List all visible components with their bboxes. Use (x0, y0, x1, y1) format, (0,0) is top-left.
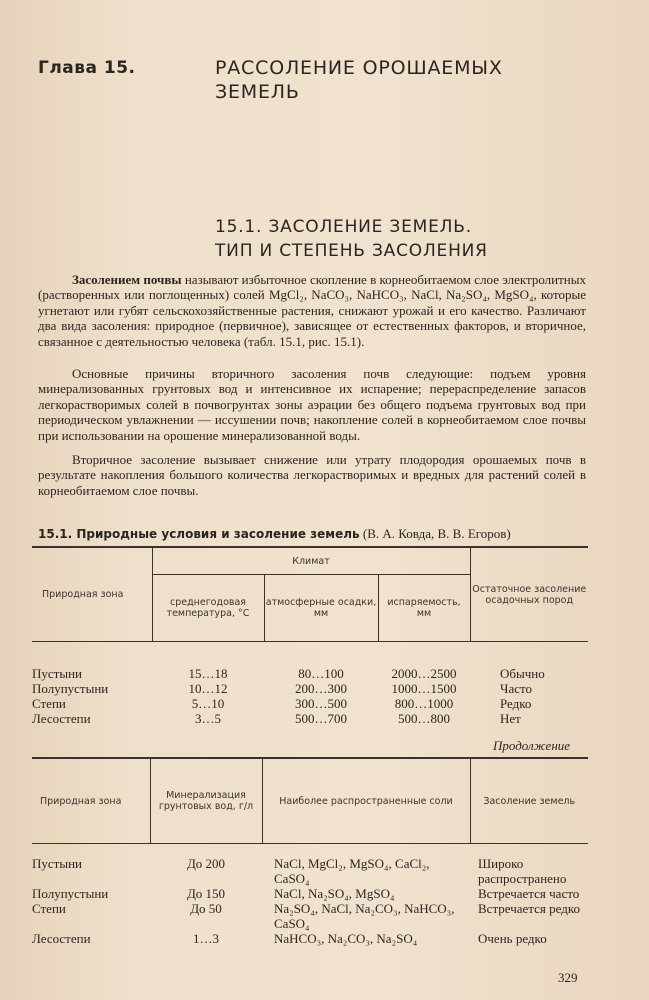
cell-salinization: Широко распространено (478, 856, 567, 886)
paragraph-3: Вторичное засоление вызывает снижение или утрату плодородия орошаемых почв в результате накопления большого количества легкорастворимых и вредных для растений солей в корнеобитаемом слое почвы. (38, 452, 586, 498)
table-part-1 (32, 546, 588, 726)
header-precipitation: атмосферные осадки, мм (264, 575, 378, 642)
cell-salts: NaCl, MgCl₂, MgSO₄, CaCl₂, CaSO₄ (274, 856, 430, 886)
cell-zone: Пустыни (32, 666, 82, 681)
section-title-line1: 15.1. ЗАСОЛЕНИЕ ЗЕМЕЛЬ. (215, 217, 472, 237)
cell-mineralization: До 50 (190, 901, 222, 916)
table-row (32, 901, 588, 931)
cell-evaporation: 2000…2500 (391, 666, 457, 681)
header-salts: Наиболее распространенные соли (262, 758, 470, 844)
paragraph-2: Основные причины вторичного засоления почв следующие: подъем уровня минерализованных грунтовых вод и интенсивное их испарение; перераспределение запасов легкорастворимых солей в почвогрунтах зоны аэрации без общего подъема грунтовых вод при периодическом увлажнении — иссушении почв; накопление солей в корнеобитаемом слое почвы при использовании на орошение минерализованной воды. (38, 366, 586, 443)
cell-evaporation: 500…800 (398, 711, 450, 726)
table-row (32, 886, 588, 901)
cell-precipitation: 300…500 (295, 696, 347, 711)
cell-mineralization: До 150 (186, 886, 226, 901)
cell-precipitation: 80…100 (298, 666, 344, 681)
table-title (38, 526, 511, 542)
table-row (32, 711, 588, 726)
cell-temperature: 10…12 (188, 681, 228, 696)
paragraph-1-term: Засолением почвы (72, 272, 182, 287)
cell-salinization: Встречается часто (478, 886, 580, 901)
cell-zone: Пустыни (32, 856, 82, 871)
cell-salinization: Очень редко (478, 931, 547, 946)
table-title-number: 15.1. Природные условия и засоление земель (38, 527, 360, 541)
paragraph-1-text: называют избыточное скопление в корнеобитаемом слое электролитных (растворенных или поглощенных) солей MgCl₂, NaCO₃, NaHCO₃, NaCl, Na₂SO₄, MgSO₄, которые угнетают или губят сельскохозяйственные растения, снижают урожай и его качество. Различают два вида засоления: природное (первичное), зависящее от естественных факторов, и вторичное, связанное с деятельностью человека (табл. 15.1, рис. 15.1). (38, 272, 586, 349)
table-part-2 (32, 757, 588, 946)
page-number: 329 (558, 970, 578, 985)
cell-residual: Нет (500, 711, 521, 726)
cell-salts: NaHCO₃, Na₂CO₃, Na₂SO₄ (274, 931, 418, 946)
cell-zone: Полупустыни (32, 681, 109, 696)
cell-mineralization: До 200 (186, 856, 226, 871)
paragraph-1 (38, 272, 586, 349)
continuation-label: Продолжение (493, 738, 571, 753)
cell-zone: Степи (32, 696, 66, 711)
chapter-label: Глава 15. (38, 58, 136, 78)
cell-temperature: 5…10 (191, 696, 225, 711)
cell-residual: Обычно (500, 666, 545, 681)
header-salinization: Засоление земель (470, 758, 588, 844)
table-title-authors: (В. А. Ковда, В. В. Егоров) (359, 526, 511, 541)
cell-residual: Редко (500, 696, 532, 711)
cell-zone: Лесостепи (32, 711, 91, 726)
cell-mineralization: 1…3 (193, 931, 219, 946)
header-mineralization: Минерализация грунтовых вод, г/л (150, 758, 262, 844)
header-climate: Климат (152, 547, 470, 575)
cell-evaporation: 1000…1500 (391, 681, 457, 696)
header-evaporation: испаряемость, мм (378, 575, 470, 642)
table-row (32, 681, 588, 696)
section-title (215, 215, 535, 263)
table-row (32, 666, 588, 681)
cell-temperature: 15…18 (188, 666, 228, 681)
cell-precipitation: 500…700 (295, 711, 347, 726)
cell-precipitation: 200…300 (295, 681, 347, 696)
header-residual: Остаточное засоление осадочных пород (470, 547, 588, 642)
header-zone: Природная зона (32, 547, 152, 642)
cell-temperature: 3…5 (195, 711, 221, 726)
cell-zone: Лесостепи (32, 931, 91, 946)
cell-evaporation: 800…1000 (394, 696, 454, 711)
chapter-title: РАССОЛЕНИЕ ОРОШАЕМЫХ ЗЕМЕЛЬ (215, 57, 503, 103)
header-zone: Природная зона (32, 758, 150, 844)
table-row (32, 856, 588, 886)
cell-zone: Полупустыни (32, 886, 109, 901)
cell-residual: Часто (500, 681, 532, 696)
cell-salts: Na₂SO₄, NaCl, Na₂CO₃, NaHCO₃, CaSO₄ (274, 901, 455, 931)
cell-salts: NaCl, Na₂SO₄, MgSO₄ (274, 886, 395, 901)
table-row (32, 696, 588, 711)
cell-salinization: Встречается редко (478, 901, 581, 916)
cell-zone: Степи (32, 901, 66, 916)
table-row (32, 931, 588, 946)
section-title-line2: ТИП И СТЕПЕНЬ ЗАСОЛЕНИЯ (215, 241, 488, 261)
header-temperature: среднегодовая температура, °С (152, 575, 264, 642)
